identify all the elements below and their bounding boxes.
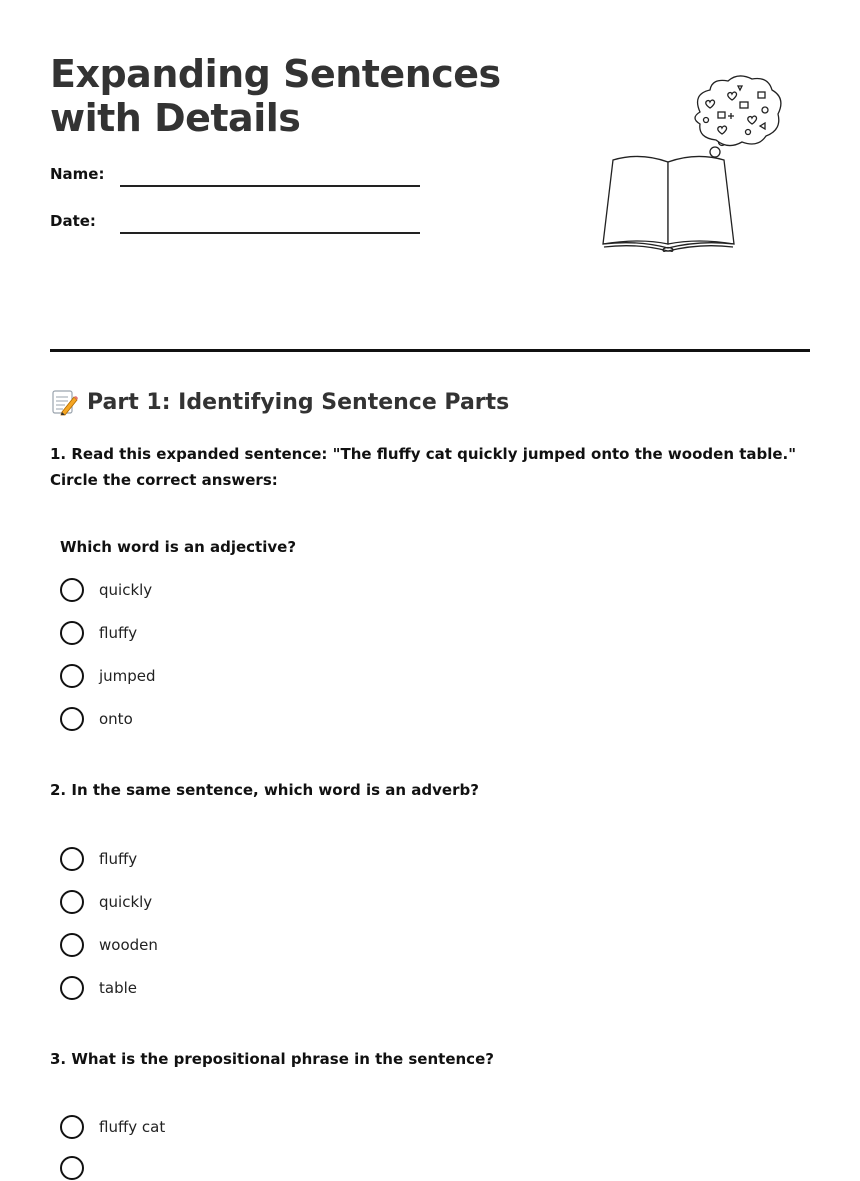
q1-option-1[interactable]	[60, 577, 152, 603]
option-label: fluffy	[99, 850, 138, 868]
option-label: quickly	[99, 893, 153, 911]
open-book-thought-bubble-illustration	[600, 72, 785, 252]
option-label: table	[99, 979, 137, 997]
q2-option-4[interactable]	[60, 975, 137, 1001]
answer-circle[interactable]	[60, 664, 84, 688]
q1-option-3[interactable]	[60, 663, 156, 689]
title-line-1: Expanding Sentences	[50, 52, 501, 96]
answer-circle[interactable]	[60, 578, 84, 602]
q3-option-2-partial[interactable]	[60, 1155, 84, 1181]
answer-circle[interactable]	[60, 847, 84, 871]
part-1-title-text: Part 1: Identifying Sentence Parts	[87, 389, 510, 415]
worksheet-title	[50, 52, 501, 140]
answer-circle[interactable]	[60, 890, 84, 914]
option-label: quickly	[99, 581, 153, 599]
q1-option-4[interactable]	[60, 706, 133, 732]
option-label: wooden	[99, 936, 158, 954]
question-1-subquestion: Which word is an adjective?	[60, 538, 297, 556]
q2-option-2[interactable]	[60, 889, 152, 915]
section-divider	[50, 349, 810, 352]
answer-circle[interactable]	[60, 976, 84, 1000]
name-label: Name:	[50, 165, 105, 183]
option-label: jumped	[99, 667, 156, 685]
question-3-text: 3. What is the prepositional phrase in the sentence?	[50, 1050, 494, 1068]
q2-option-1[interactable]	[60, 846, 137, 872]
answer-circle[interactable]	[60, 621, 84, 645]
q1-option-2[interactable]	[60, 620, 137, 646]
part-1-title	[50, 388, 509, 416]
name-write-line[interactable]	[120, 185, 420, 187]
answer-circle[interactable]	[60, 1115, 84, 1139]
option-label: onto	[99, 710, 133, 728]
name-field	[50, 165, 420, 183]
q2-option-3[interactable]	[60, 932, 158, 958]
question-1-text: 1. Read this expanded sentence: "The fluffy cat quickly jumped onto the wooden table." Circle the correct answers:	[50, 445, 797, 489]
answer-circle[interactable]	[60, 707, 84, 731]
date-label: Date:	[50, 212, 96, 230]
q3-option-1[interactable]	[60, 1114, 165, 1140]
date-write-line[interactable]	[120, 232, 420, 234]
title-line-2: with Details	[50, 96, 301, 140]
answer-circle[interactable]	[60, 1156, 84, 1180]
question-2-text: 2. In the same sentence, which word is an adverb?	[50, 781, 479, 799]
date-field	[50, 212, 420, 230]
option-label: fluffy	[99, 624, 138, 642]
memo-pencil-icon	[50, 388, 78, 416]
option-label: fluffy cat	[99, 1118, 166, 1136]
answer-circle[interactable]	[60, 933, 84, 957]
